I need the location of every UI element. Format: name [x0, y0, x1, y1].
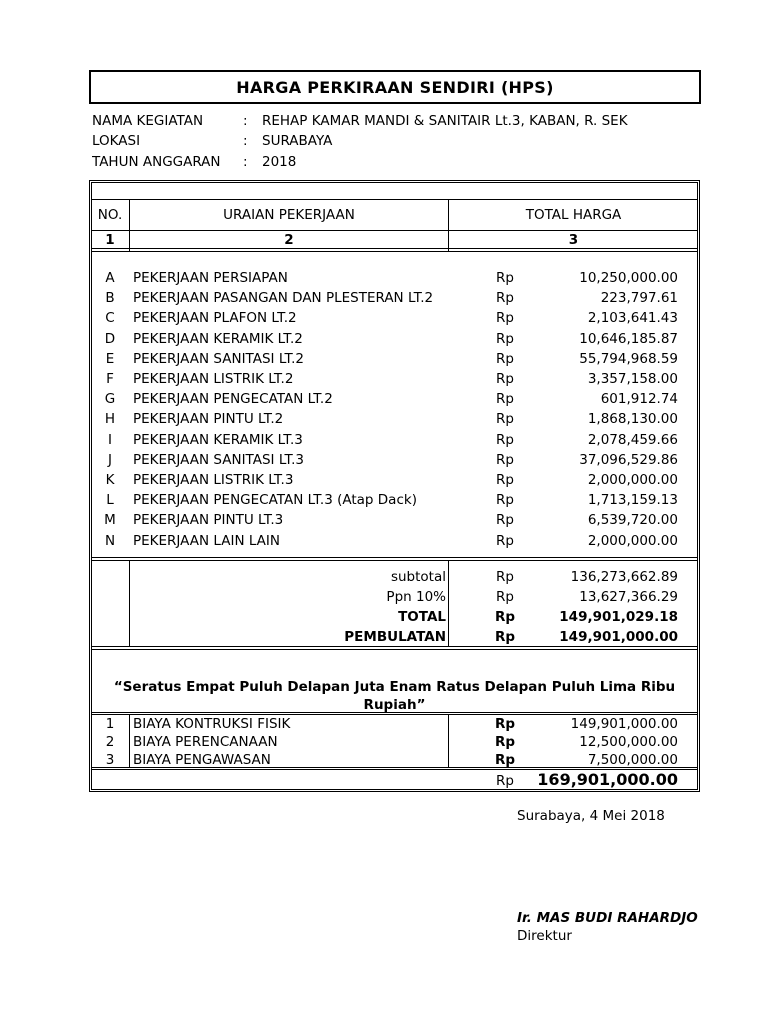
row-value: 2,103,641.43: [587, 310, 678, 326]
row-no: C: [105, 310, 115, 326]
summary-rp: Rp: [496, 589, 514, 605]
cost-no: 3: [105, 752, 115, 768]
cost-desc-pengawasan: BIAYA PENGAWASAN: [133, 752, 271, 768]
row-value: 55,794,968.59: [579, 351, 678, 367]
row-rp: Rp: [496, 472, 514, 488]
divider: [448, 560, 449, 646]
info-label-kegiatan: NAMA KEGIATAN: [92, 113, 204, 129]
document-title: HARGA PERKIRAAN SENDIRI (HPS): [89, 70, 701, 104]
row-rp: Rp: [496, 512, 514, 528]
summary-value-ppn: 13,627,366.29: [579, 589, 678, 605]
cost-desc-perencanaan: BIAYA PERENCANAAN: [133, 734, 278, 750]
divider: [91, 557, 698, 558]
summary-value-total: 149,901,029.18: [559, 609, 678, 625]
divider: [91, 560, 698, 561]
row-value: 2,078,459.66: [587, 432, 678, 448]
row-rp: Rp: [496, 452, 514, 468]
col-number-2: 2: [284, 232, 294, 248]
row-rp: Rp: [496, 310, 514, 326]
row-rp: Rp: [496, 533, 514, 549]
row-description: PEKERJAAN PINTU LT.2: [133, 411, 284, 427]
signatory-name: Ir. MAS BUDI RAHARDJO: [517, 910, 698, 926]
info-colon: :: [243, 113, 248, 129]
divider: [129, 714, 130, 767]
row-description: PEKERJAAN KERAMIK LT.3: [133, 432, 303, 448]
info-label-tahun: TAHUN ANGGARAN: [92, 154, 221, 170]
summary-rp: Rp: [494, 629, 516, 645]
grand-total-value: 169,901,000.00: [537, 770, 678, 789]
cost-rp: Rp: [494, 752, 516, 768]
info-value-tahun: 2018: [262, 154, 297, 170]
row-no: M: [104, 512, 116, 528]
row-description: PEKERJAAN SANITASI LT.3: [133, 452, 305, 468]
row-no: J: [108, 452, 112, 468]
info-value-lokasi: SURABAYA: [262, 133, 333, 149]
signatory-position: Direktur: [517, 928, 572, 944]
row-rp: Rp: [496, 371, 514, 387]
row-value: 10,250,000.00: [579, 270, 678, 286]
row-value: 223,797.61: [600, 290, 678, 306]
row-rp: Rp: [496, 391, 514, 407]
row-rp: Rp: [496, 492, 514, 508]
info-label-lokasi: LOKASI: [92, 133, 141, 149]
row-value: 3,357,158.00: [587, 371, 678, 387]
summary-label-pembulatan: PEMBULATAN: [344, 629, 446, 645]
divider: [91, 230, 698, 231]
amount-in-words: “Seratus Empat Puluh Delapan Juta Enam Ratus Delapan Puluh Lima Ribu Rupiah”: [113, 679, 676, 713]
info-colon: :: [243, 133, 248, 149]
cost-rp: Rp: [494, 734, 516, 750]
row-description: PEKERJAAN PASANGAN DAN PLESTERAN LT.2: [133, 290, 434, 306]
row-no: L: [106, 492, 114, 508]
row-rp: Rp: [496, 290, 514, 306]
row-no: I: [108, 432, 112, 448]
divider: [91, 714, 698, 715]
summary-value-subtotal: 136,273,662.89: [570, 569, 678, 585]
cost-no: 1: [105, 716, 115, 732]
cost-value-perencanaan: 12,500,000.00: [579, 734, 678, 750]
summary-label-ppn: Ppn 10%: [386, 589, 446, 605]
row-description: PEKERJAAN LISTRIK LT.2: [133, 371, 294, 387]
row-rp: Rp: [496, 432, 514, 448]
header-uraian: URAIAN PEKERJAAN: [223, 207, 355, 223]
divider: [448, 714, 449, 767]
row-rp: Rp: [496, 351, 514, 367]
row-description: PEKERJAAN KERAMIK LT.2: [133, 331, 303, 347]
summary-label-total: TOTAL: [398, 609, 446, 625]
row-value: 10,646,185.87: [579, 331, 678, 347]
row-rp: Rp: [496, 270, 514, 286]
divider: [91, 646, 698, 647]
row-no: B: [105, 290, 115, 306]
row-no: K: [105, 472, 115, 488]
divider: [91, 248, 698, 249]
summary-label-subtotal: subtotal: [390, 569, 446, 585]
row-description: PEKERJAAN LISTRIK LT.3: [133, 472, 294, 488]
grand-total-rp: Rp: [496, 773, 514, 789]
row-rp: Rp: [496, 331, 514, 347]
header-no: NO.: [97, 207, 123, 223]
cost-no: 2: [105, 734, 115, 750]
row-value: 1,868,130.00: [587, 411, 678, 427]
row-no: H: [104, 411, 116, 427]
row-no: A: [105, 270, 115, 286]
divider: [91, 199, 698, 200]
info-value-kegiatan: REHAP KAMAR MANDI & SANITAIR Lt.3, KABAN, R. SEK: [262, 113, 628, 129]
row-value: 37,096,529.86: [579, 452, 678, 468]
row-description: PEKERJAAN LAIN LAIN: [133, 533, 280, 549]
row-description: PEKERJAAN PERSIAPAN: [133, 270, 288, 286]
row-description: PEKERJAAN PENGECATAN LT.2: [133, 391, 333, 407]
row-no: G: [104, 391, 116, 407]
row-description: PEKERJAAN PENGECATAN LT.3 (Atap Dack): [133, 492, 417, 508]
summary-rp: Rp: [496, 569, 514, 585]
summary-value-pembulatan: 149,901,000.00: [559, 629, 678, 645]
cost-value-pengawasan: 7,500,000.00: [587, 752, 678, 768]
summary-rp: Rp: [494, 609, 516, 625]
row-value: 2,000,000.00: [587, 472, 678, 488]
divider: [91, 251, 698, 252]
divider: [91, 649, 698, 650]
col-number-3: 3: [568, 232, 579, 248]
col-number-1: 1: [105, 232, 115, 248]
row-value: 2,000,000.00: [587, 533, 678, 549]
header-total-harga: TOTAL HARGA: [525, 207, 622, 223]
row-value: 6,539,720.00: [587, 512, 678, 528]
row-value: 601,912.74: [600, 391, 678, 407]
row-rp: Rp: [496, 411, 514, 427]
row-description: PEKERJAAN PLAFON LT.2: [133, 310, 297, 326]
cost-rp: Rp: [494, 716, 516, 732]
row-no: N: [104, 533, 116, 549]
row-no: D: [104, 331, 116, 347]
row-description: PEKERJAAN SANITASI LT.2: [133, 351, 305, 367]
cost-value-konstruksi: 149,901,000.00: [570, 716, 678, 732]
row-no: E: [105, 351, 115, 367]
cost-desc-konstruksi: BIAYA KONTRUKSI FISIK: [133, 716, 291, 732]
row-value: 1,713,159.13: [587, 492, 678, 508]
place-date: Surabaya, 4 Mei 2018: [517, 808, 665, 824]
row-no: F: [106, 371, 114, 387]
info-colon: :: [243, 154, 248, 170]
row-description: PEKERJAAN PINTU LT.3: [133, 512, 284, 528]
